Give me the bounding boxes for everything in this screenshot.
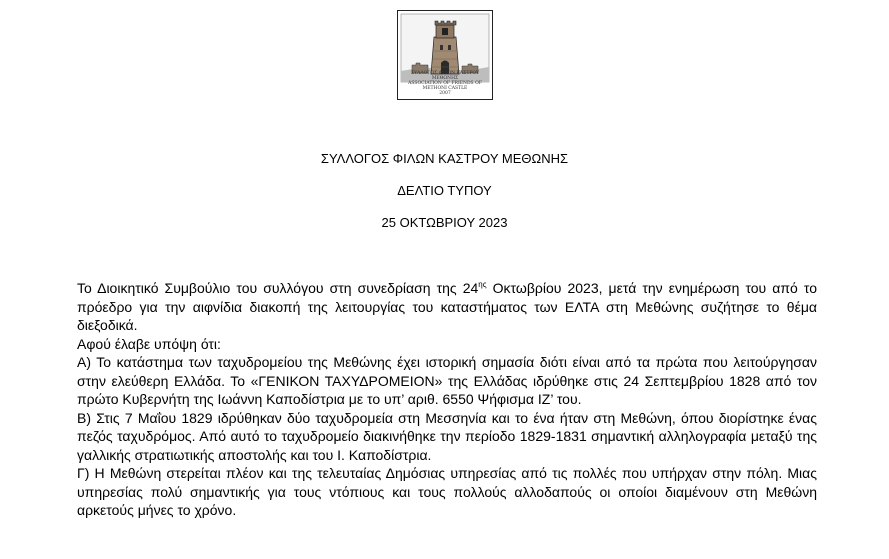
point-a-paragraph: Α) Το κατάστημα των ταχυδρομείου της Μεθώνης έχει ιστορική σημασία διότι είναι από τα πρώτα που λειτούργησαν στην ελεύθερη Ελλάδα. Το «ΓΕΝΙΚΟΝ ΤΑΧΥΔΡΟΜΕΙΟΝ» της Ελλάδας ιδρύθηκε στις 24 Σεπτεμβρίου 1828 από τον πρώτο Κυβερνήτη της Ιωάννη Καποδίστρια με το υπ’ αριθ. 6550 Ψήφισμα ΙΖ’ του.: [77, 354, 817, 407]
intro-text-start: Το Διοικητικό Συμβούλιο του συλλόγου στη συνεδρίαση της 24: [77, 280, 479, 296]
organization-name: ΣΥΛΛΟΓΟΣ ΦΙΛΩΝ ΚΑΣΤΡΟΥ ΜΕΘΩΝΗΣ: [320, 151, 569, 166]
document-date: 25 ΟΚΤΩΒΡΙΟΥ 2023: [381, 215, 508, 230]
intro-text-end: Οκτωβρίου 2023, μετά την ενημέρωση του από το πρόεδρο για την αιφνίδια διακοπή της λειτουργίας του καταστήματος των ΕΛΤΑ στη Μεθώνης συζήτησε το θέμα διεξοδικά.: [77, 280, 817, 333]
logo-caption-year: 2007: [439, 91, 451, 96]
point-b-paragraph: Β) Στις 7 Μαΐου 1829 ιδρύθηκαν δύο ταχυδρομεία στη Μεσσηνία και το ένα ήταν στη Μεθώνη, όπου διορίστηκε ένας πεζός ταχυδρόμος. Από αυτό το ταχυδρομείο διακινήθηκε την περίοδο 1829-1831 σημαντική αλληλογραφία μεταξύ της γαλλικής στρατιωτικής αποστολής και του Ι. Καποδίστρια.: [77, 409, 817, 463]
point-c-paragraph: Γ) Η Μεθώνη στερείται πλέον και της τελευταίας Δημόσιας υπηρεσίας από τις πολλές που υπήρχαν στην πόλη. Μιας υπηρεσίας πολύ σημαντικής για τους ντόπιους και τους πολλούς αλλοδαπούς οι οποίοι διαμένουν στη Μεθώνη αρκετούς μήνες το χρόνο.: [77, 465, 817, 518]
intro-paragraph: [77, 279, 817, 335]
association-logo: [397, 10, 493, 100]
ordinal-suffix: ης: [478, 280, 487, 289]
logo-caption-english: ASSOCIATION OF FRIENDS OF METHONI CASTLE: [408, 81, 482, 91]
document-type: ΔΕΛΤΙΟ ΤΥΠΟΥ: [397, 183, 492, 198]
logo-caption-greek: ΣΥΛΛΟΓΟΣ ΦΙΛΩΝ ΚΑΣΤΡΟΥ ΜΕΘΩΝΗΣ: [410, 71, 480, 81]
press-release-body: [77, 279, 817, 520]
lead-sentence: Αφού έλαβε υπόψη ότι:: [77, 335, 221, 352]
logo-caption: [398, 71, 492, 96]
